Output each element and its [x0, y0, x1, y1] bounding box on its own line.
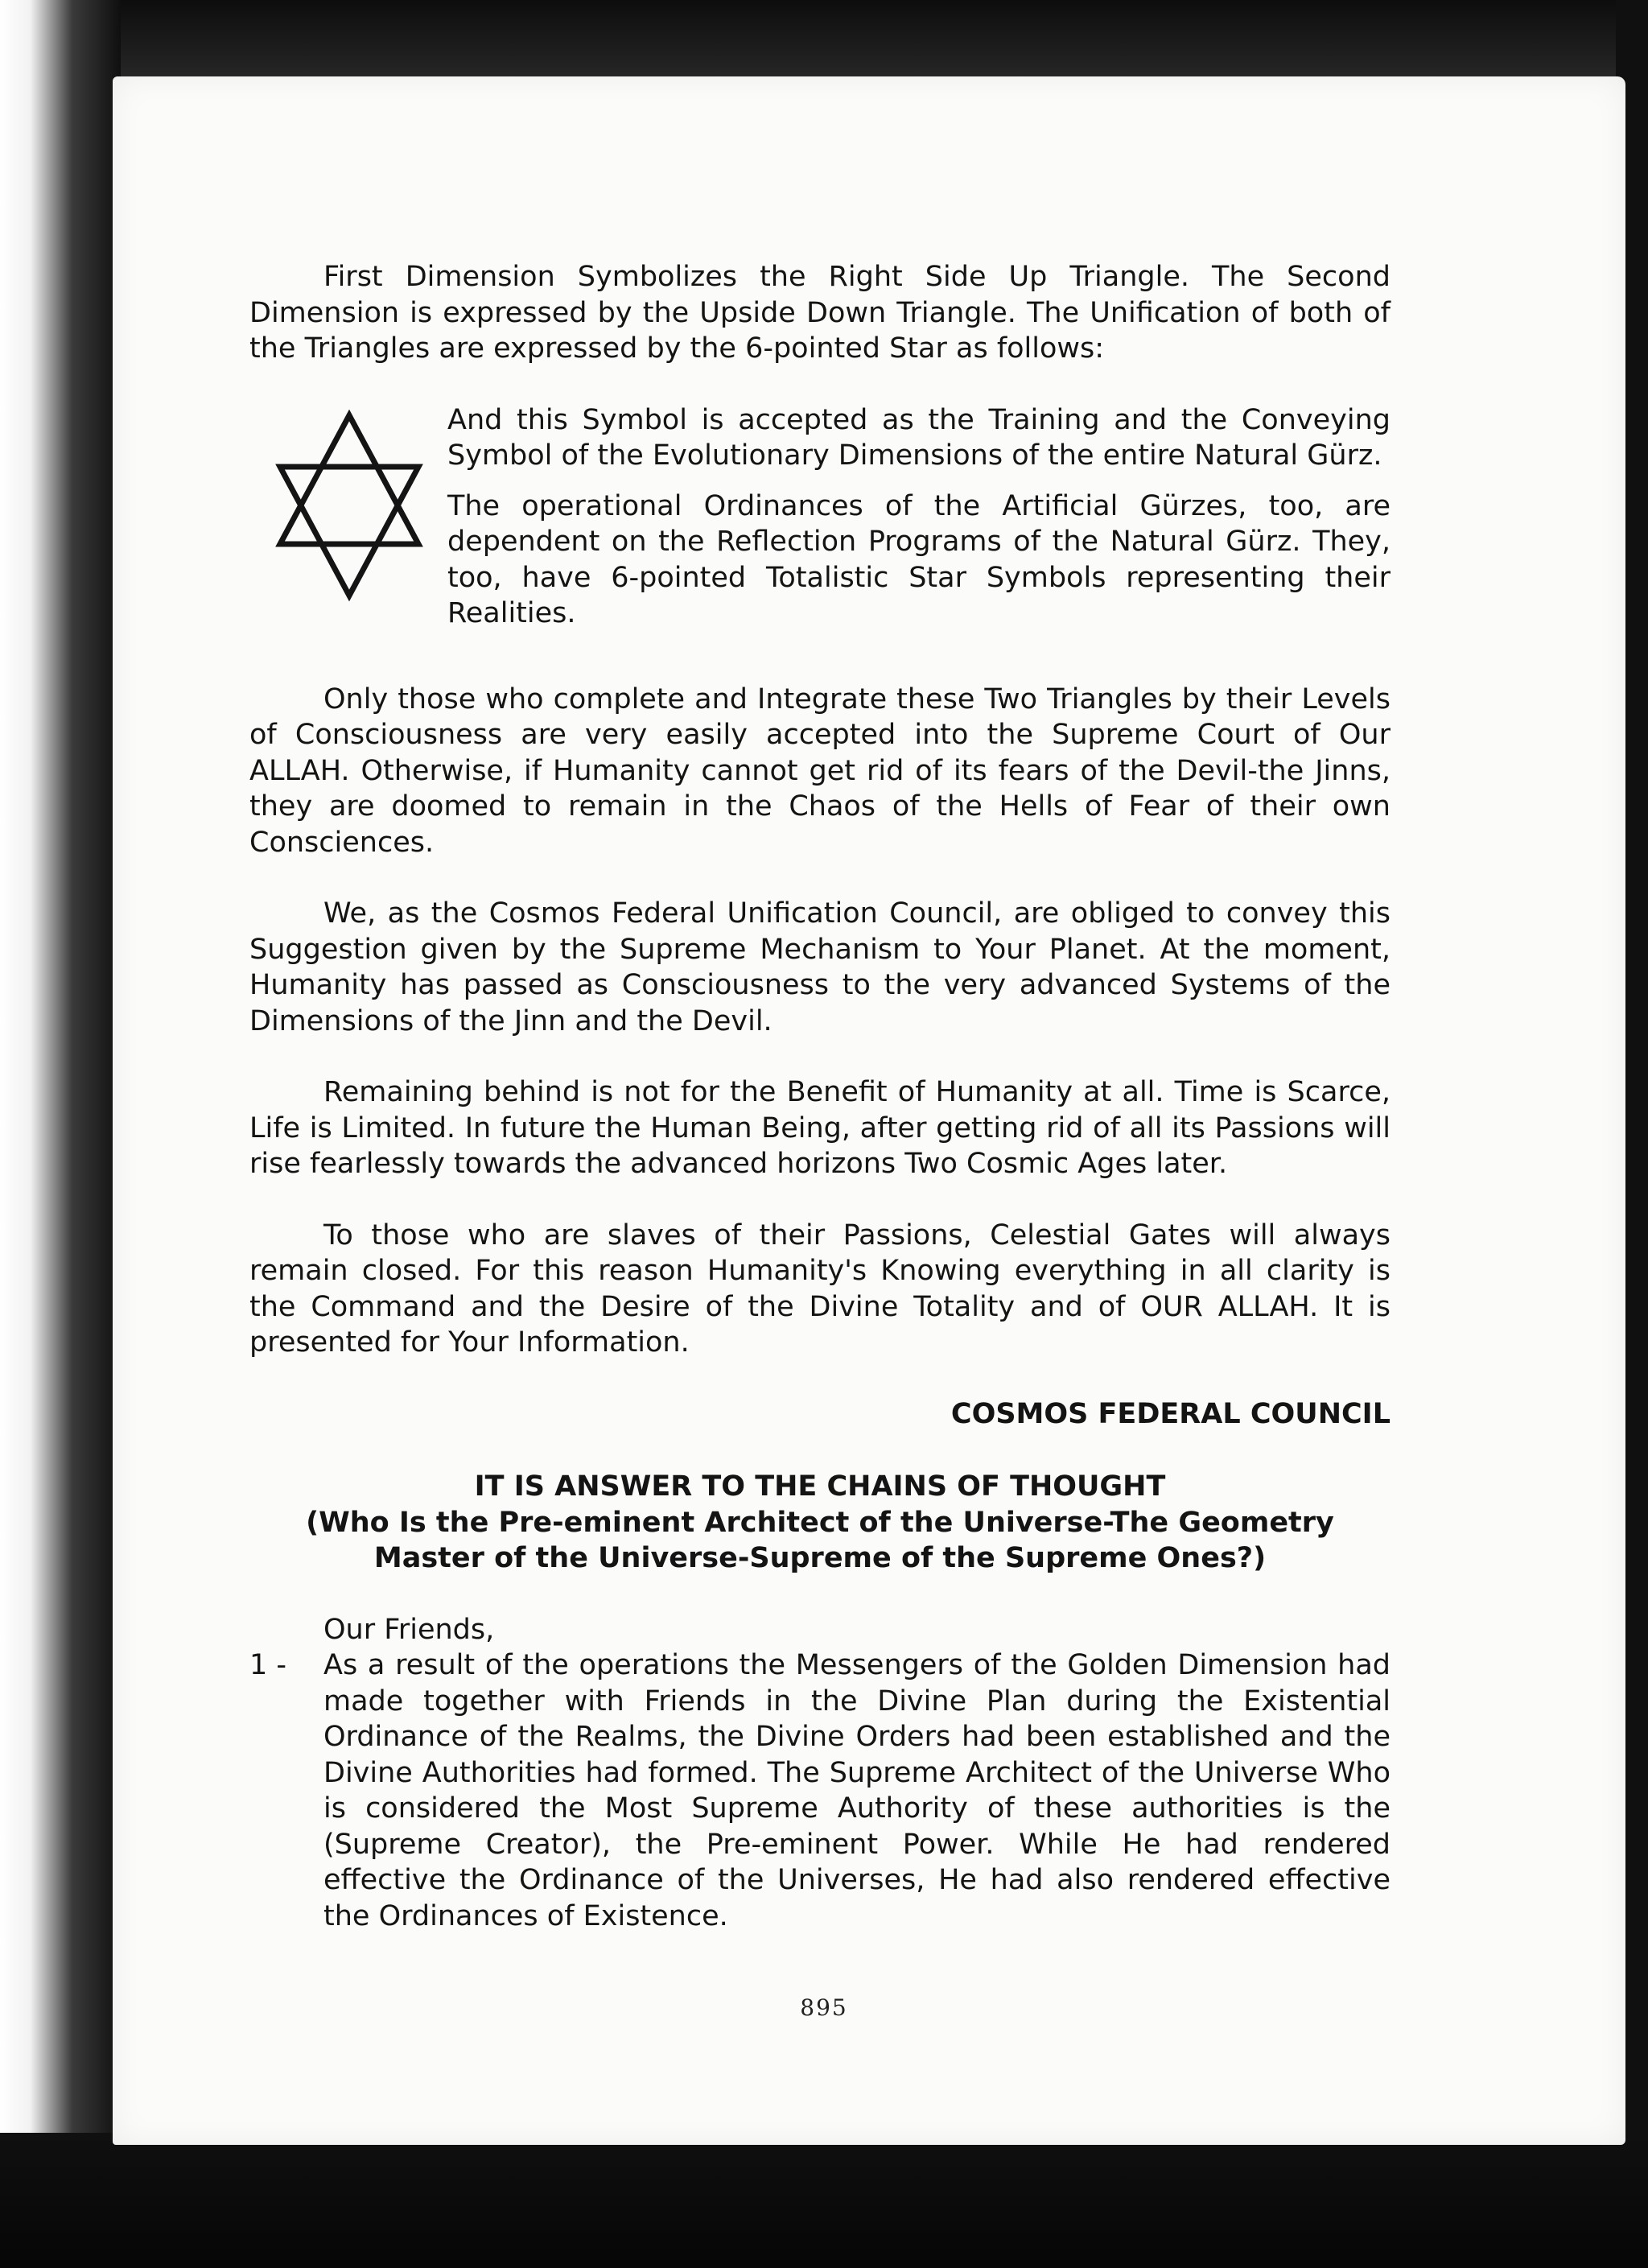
- scan-border-top: [0, 0, 1648, 89]
- heading-line-3: Master of the Universe-Supreme of the Supreme Ones?): [373, 1542, 1267, 1574]
- remaining-paragraph: Remaining behind is not for the Benefit of Humanity at all. Time is Scarce, Life is Limited. In future the Human Being, after getting rid of all its Passions will rise fearlessly towards the advanced horizons Two Cosmic Ages later.: [249, 1076, 1390, 1180]
- greeting: Our Friends,: [323, 1613, 495, 1646]
- council-paragraph: We, as the Cosmos Federal Unification Council, are obliged to convey this Suggestion given by the Supreme Mechanism to Your Planet. At the moment, Humanity has passed as Consciousness to the very advanced Systems of the Dimensions of the Jinn and the Devil.: [249, 897, 1390, 1037]
- list-item: [249, 1647, 1390, 1934]
- intro-paragraph: First Dimension Symbolizes the Right Side Up Triangle. The Second Dimension is expressed by the Upside Down Triangle. The Unification of both of the Triangles are expressed by the 6-pointed Star as follows:: [249, 261, 1390, 365]
- heading-line-1: IT IS ANSWER TO THE CHAINS OF THOUGHT: [474, 1470, 1166, 1503]
- triangles-paragraph: Only those who complete and Integrate these Two Triangles by their Levels of Consciousness are very easily accepted into the Supreme Court of Our ALLAH. Otherwise, if Humanity cannot get rid of its fears of the Devil-the Jinns, they are doomed to remain in the Chaos of the Hells of Fear of their own Consciences.: [249, 682, 1390, 859]
- page-content: [249, 259, 1390, 1934]
- symbol-section: [249, 402, 1390, 646]
- symbol-paragraph-1: And this Symbol is accepted as the Training and the Conveying Symbol of the Evolutionary Dimensions of the entire Natural Gürz.: [447, 403, 1390, 472]
- slaves-paragraph: To those who are slaves of their Passions, Celestial Gates will always remain closed. For this reason Humanity's Knowing everything in all clarity is the Command and the Desire of the Divine Totality and of OUR ALLAH. It is presented for Your Information.: [249, 1219, 1390, 1359]
- list-item-text: As a result of the operations the Messengers of the Golden Dimension had made together with Friends in the Divine Plan during the Existential Ordinance of the Realms, the Divine Orders had been established and the Divine Authorities had formed. The Supreme Architect of the Universe Who is considered the Most Supreme Authority of these authorities is the (Supreme Creator), the Pre-eminent Power. While He had rendered effective the Ordinance of the Universes, He had also rendered effective the Ordinances of Existence.: [323, 1649, 1390, 1932]
- scan-border-left: [0, 0, 121, 2268]
- symbol-paragraph-2: The operational Ordinances of the Artificial Gürzes, too, are dependent on the Reflection Programs of the Natural Gürz. They, too, have 6-pointed Totalistic Star Symbols representing their Realities.: [447, 489, 1390, 629]
- list-item-number: 1 -: [249, 1649, 287, 1681]
- section-heading: [249, 1469, 1390, 1577]
- heading-line-2: (Who Is the Pre-eminent Architect of the Universe-The Geometry: [306, 1506, 1334, 1539]
- symbol-description: [447, 402, 1390, 646]
- six-pointed-star-icon: [269, 409, 430, 602]
- signature: COSMOS FEDERAL COUNCIL: [950, 1397, 1390, 1430]
- scan-border-bottom: [0, 2133, 1648, 2268]
- page-number: 895: [800, 1994, 848, 2021]
